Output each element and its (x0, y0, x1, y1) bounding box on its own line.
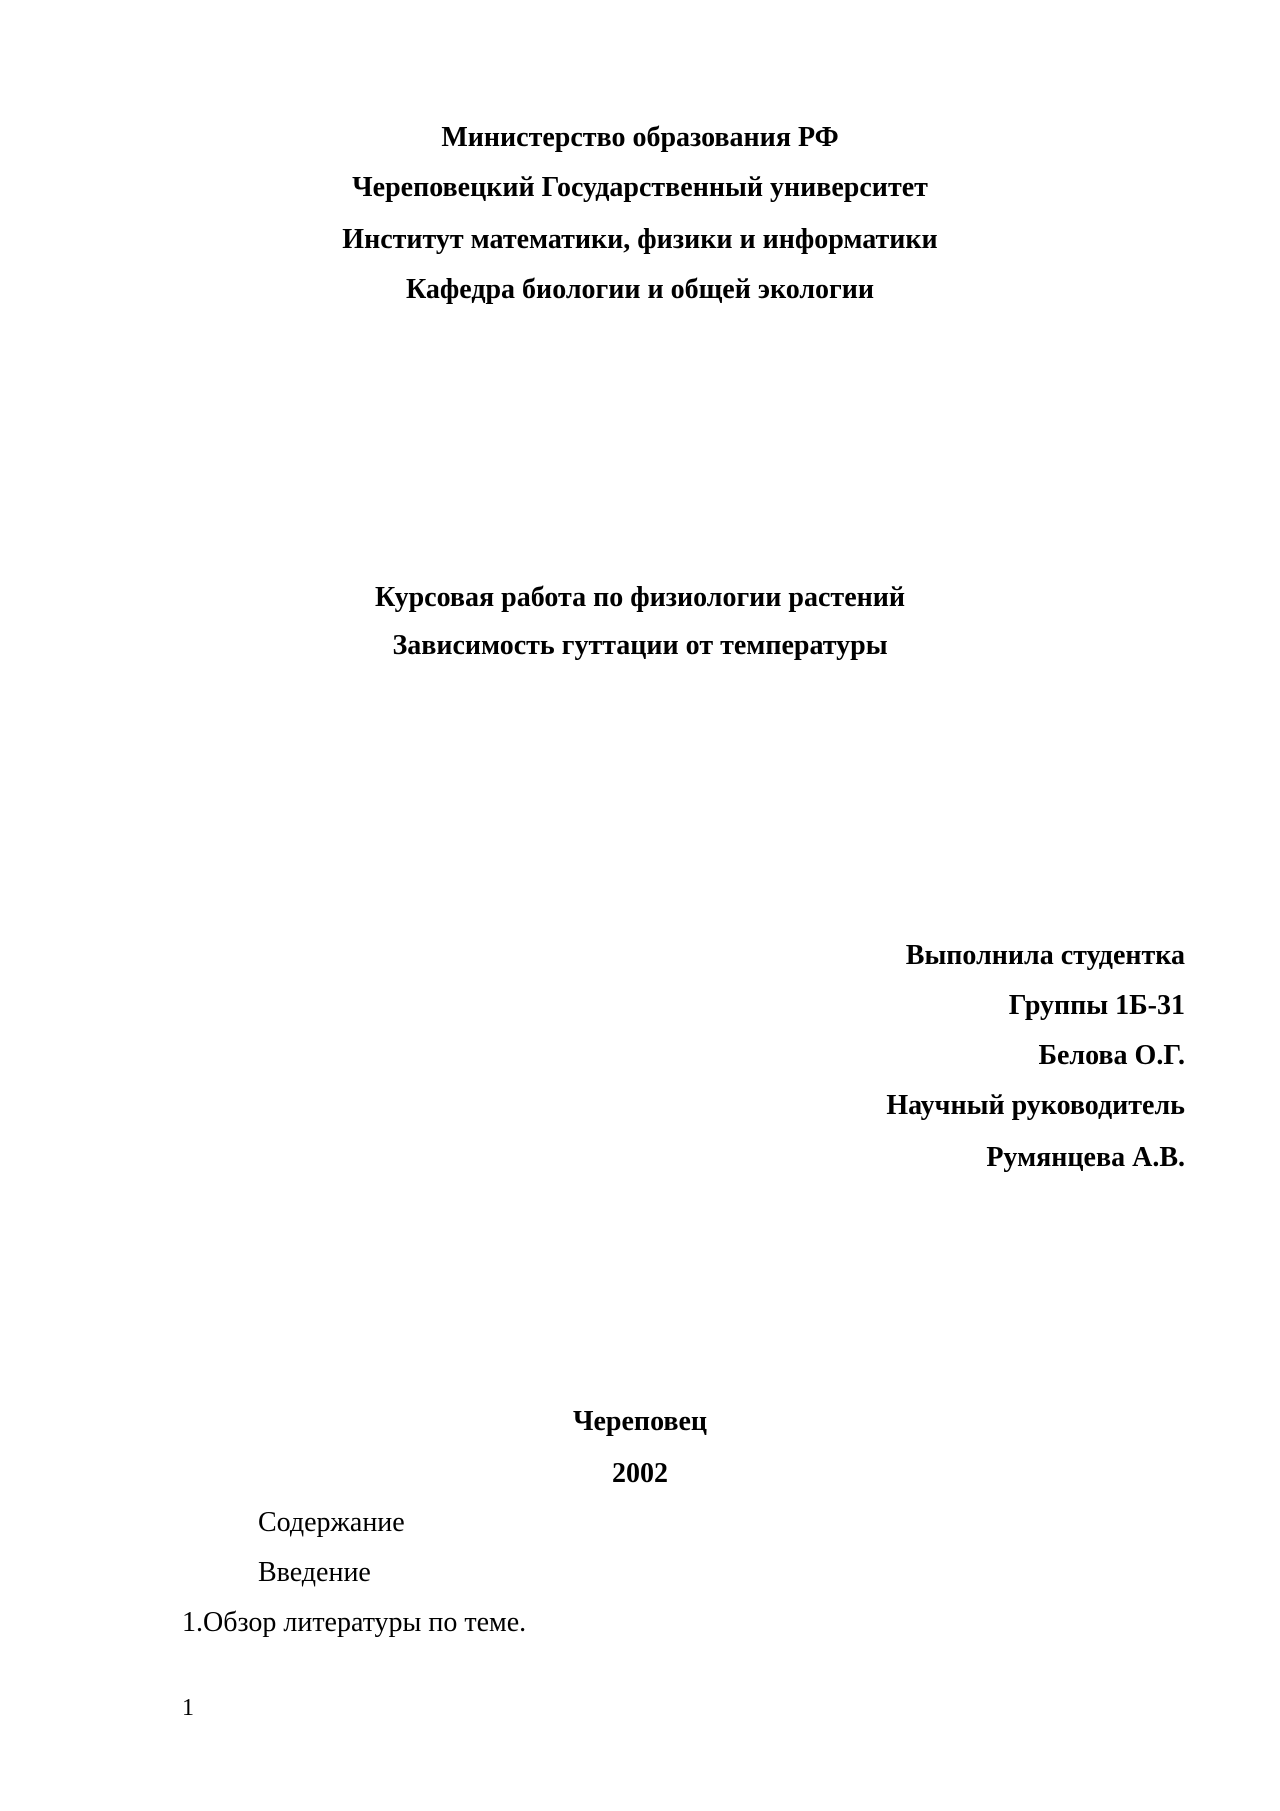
page-number: 1 (182, 1695, 194, 1721)
student-name: Белова О.Г. (1038, 1040, 1185, 1071)
ministry-heading: Министерство образования РФ (441, 122, 839, 153)
city-label: Череповец (572, 1406, 708, 1437)
contents-item-1: 1.Обзор литературы по теме. (182, 1607, 527, 1638)
department-heading: Кафедра биологии и общей экологии (405, 274, 875, 305)
performed-by-label: Выполнила студентка (905, 940, 1185, 971)
institute-heading: Институт математики, физики и информатики (342, 224, 938, 255)
supervisor-name: Румянцева А.В. (986, 1142, 1185, 1173)
contents-item-intro: Введение (258, 1557, 371, 1588)
coursework-title: Курсовая работа по физиологии растений (374, 582, 906, 613)
year-label: 2002 (612, 1458, 668, 1489)
university-heading: Череповецкий Государственный университет (352, 172, 928, 203)
contents-heading: Содержание (258, 1507, 405, 1538)
supervisor-label: Научный руководитель (886, 1090, 1185, 1121)
coursework-topic: Зависимость гуттации от температуры (392, 630, 888, 661)
group-label: Группы 1Б-31 (1008, 990, 1185, 1021)
